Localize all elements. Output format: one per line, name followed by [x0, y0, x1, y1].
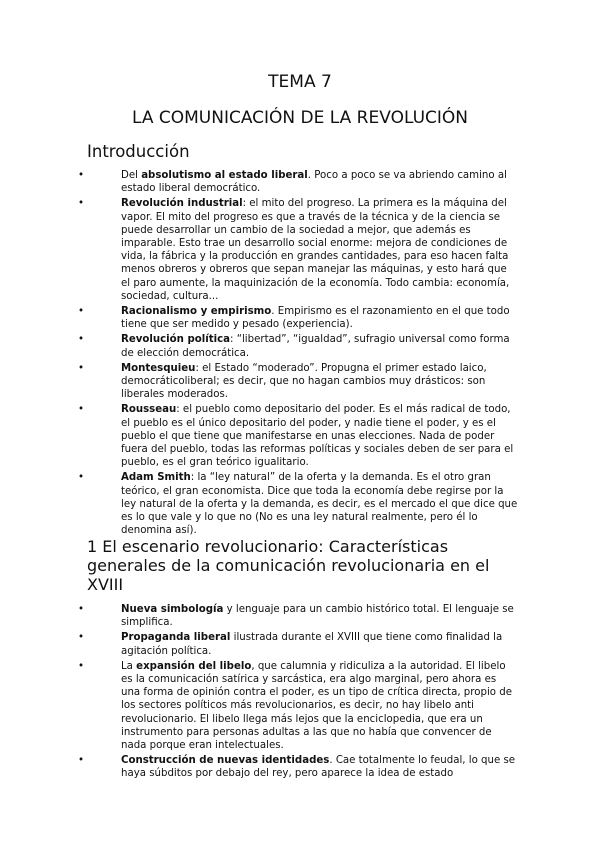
item-keyword: Propaganda liberal	[121, 632, 231, 644]
bullet-icon: •	[77, 334, 84, 346]
item-keyword: Racionalismo y empirismo	[121, 306, 272, 318]
item-text: , que calumnia y ridiculiza a la autoridad. El libelo es la comunicación satírica y sarcástica, era algo marginal, pero ahora es una forma de opinión contra el poder, es un tipo de crítica directa, propio de los sectores políticos más revolucionarios, es decir, no hay libelo anti revolucionario. El libelo llega más lejos que la enciclopedia, que era un instrumento para personas adultas a las que no había que convencer de nada porque eran intelectuales.	[121, 660, 512, 752]
list-item	[77, 754, 518, 780]
item-text: . Cae totalmente lo feudal, lo que se haya súbditos por debajo del rey, pero aparece la idea de estado	[121, 755, 516, 780]
item-keyword: Adam Smith	[121, 472, 191, 484]
item-text: . Poco a poco se va abriendo camino al estado liberal democrático.	[121, 170, 507, 195]
document-title: LA COMUNICACIÓN DE LA REVOLUCIÓN	[131, 108, 468, 128]
item-keyword: Montesquieu	[121, 362, 196, 374]
item-keyword: expansión del libelo	[136, 660, 252, 672]
list-item	[77, 197, 518, 303]
bullet-icon: •	[77, 198, 84, 210]
item-keyword: Rousseau	[121, 404, 177, 416]
bullet-icon: •	[77, 632, 84, 644]
item-keyword: Revolución industrial	[121, 198, 243, 210]
item-text: ilustrada durante el XVIII que tiene como finalidad la agitación política.	[121, 632, 503, 657]
item-text: : el Estado “moderado”. Propugna el primer estado laico, democráticoliberal; es decir, que no hagan cambios muy drásticos: son liberales moderados.	[121, 362, 487, 401]
item-text: y lenguaje para un cambio histórico total. El lenguaje se simplifica.	[121, 604, 514, 629]
intro-heading: Introducción	[87, 142, 190, 161]
bullet-icon: •	[77, 604, 84, 615]
list-item	[77, 305, 518, 331]
bullet-icon: •	[77, 404, 84, 416]
section1-list	[77, 603, 518, 783]
item-pre-text: La	[121, 660, 137, 672]
bullet-icon: •	[77, 306, 84, 318]
list-item	[77, 403, 518, 469]
section1-heading: 1 El escenario revolucionario: Características generales de la comunicación revolucionaria en el XVIII	[87, 537, 490, 594]
item-keyword: absolutismo al estado liberal	[141, 170, 308, 181]
list-item	[77, 660, 518, 752]
intro-list	[77, 169, 518, 539]
list-item	[77, 471, 518, 537]
item-pre-text: Del	[121, 170, 142, 181]
item-keyword: Revolución política	[121, 334, 231, 346]
item-keyword: Construcción de nuevas identidades	[121, 755, 330, 767]
list-item	[77, 169, 518, 195]
list-item	[77, 631, 518, 657]
list-item	[77, 362, 518, 402]
item-text: . Empirismo es el razonamiento en el que todo tiene que ser medido y pesado (experiencia).	[121, 306, 510, 331]
item-text: : el pueblo como depositario del poder. Es el más radical de todo, el pueblo es el único depositario del poder, y nadie tiene el poder, y es el pueblo el que tiene que manifestarse en unas elecciones. Nada de poder fuera del pueblo, todas las reformas políticas y sociales deben de ser para el pueblo, es el gran teórico igualitario.	[121, 404, 514, 469]
item-text: : “libertad”, “igualdad”, sufragio universal como forma de elección democrática.	[121, 334, 510, 359]
bullet-icon: •	[77, 170, 84, 181]
list-item	[77, 333, 518, 359]
topic-number: TEMA 7	[268, 72, 332, 92]
bullet-icon: •	[77, 660, 84, 672]
bullet-icon: •	[77, 362, 84, 374]
item-text: : el mito del progreso. La primera es la máquina del vapor. El mito del progreso es que a través de la técnica y de la ciencia se puede desarrollar un cambio de la sociedad a mejor, que además es imparable. Esto trae un desarrollo social enorme: mejora de condiciones de vida, la fábrica y la producción en grandes cantidades, para eso hacen falta menos obreros y obreros que sepan manejar las máquinas, y esto hará que el paro aumente, la maquinización de la economía. Todo cambia: economía, sociedad, cultura...	[121, 198, 510, 302]
item-keyword: Nueva simbología	[121, 604, 224, 615]
bullet-icon: •	[77, 472, 84, 484]
list-item	[77, 603, 518, 629]
bullet-icon: •	[77, 755, 84, 767]
item-text: : la “ley natural” de la oferta y la demanda. Es el otro gran teórico, el gran economista. Dice que toda la economía debe regirse por la ley natural de la oferta y la demanda, es decir, es el mercado el que dice que es lo que vale y lo que no (No es una ley natural realmente, pero él lo denomina así).	[121, 472, 518, 537]
